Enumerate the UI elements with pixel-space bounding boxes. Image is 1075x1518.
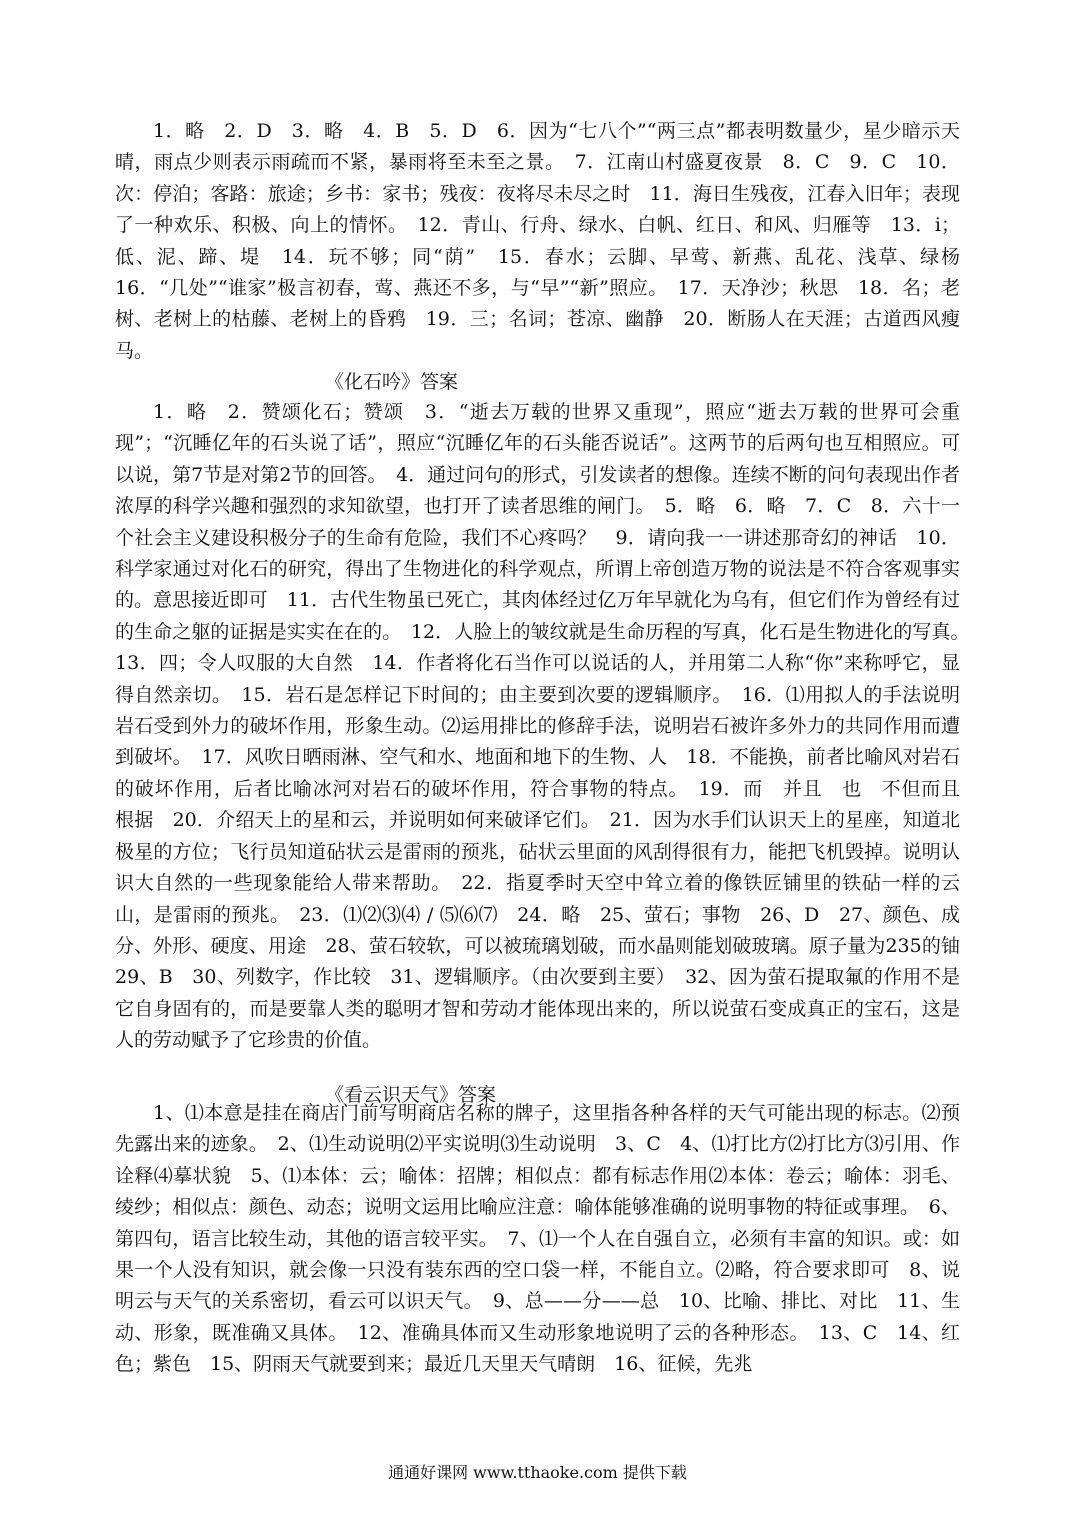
section-heading-fossil-poem: 《化石吟》答案 [325, 371, 459, 393]
answer-paragraph: 1．略 2．D 3．略 4．B 5．D 6．因为“七八个”“两三点”都表明数量少，星少暗示天晴，雨点少则表示雨疏而不紧，暴雨将至未至之景。 7．江南山村盛夏夜景 8．C 9．C 10．次：停泊；客路：旅途；乡书：家书；残夜：夜将尽未尽之时 11．海日生残夜，江春入旧年；表现了一种欢乐、积极、向上的情怀。 12．青山、行舟、绿水、白帆、红日、和风、归雁等 13．i；低、泥、蹄、堤 14．玩不够；同“荫” 15．春水；云脚、早莺、新燕、乱花、浅草、绿杨 16．“几处”“谁家”极言初春，莺、燕还不多，与“早”“新”照应。 17．天净沙；秋思 18．名；老树、老树上的枯藤、老树上的昏鸦 19．三；名词；苍凉、幽静 20．断肠人在天涯；古道西风瘦马。 [115, 120, 980, 362]
answer-section-poems [115, 116, 980, 367]
answer-paragraph: 1、⑴本意是挂在商店门前写明商店名称的牌子，这里指各种各样的天气可能出现的标志。⑵预先露出来的迹象。 2、⑴生动说明⑵平实说明⑶生动说明 3、C 4、⑴打比方⑵打比方⑶引用、作诠释⑷摹状貌 5、⑴本体：云；喻体：招牌；相似点：都有标志作用⑵本体：卷云；喻体：羽毛、绫纱；相似点：颜色、动态；说明文运用比喻应注意：喻体能够准确的说明事物的特征或事理。 6、第四句，语言比较生动，其他的语言较平实。 7、⑴一个人在自强自立，必须有丰富的知识。或：如果一个人没有知识，就会像一只没有装东西的空口袋一样，不能自立。⑵略，符合要求即可 8、说明云与天气的关系密切，看云可以识天气。 9、总——分——总 10、比喻、排比、对比 11、生动、形象，既准确又具体。 12、准确具体而又生动形象地说明了云的各种形态。 13、C 14、红色；紫色 15、阴雨天气就要到来；最近几天里天气晴朗 16、征候，先兆 [115, 1102, 960, 1376]
answer-paragraph: 1．略 2．赞颂化石；赞颂 3．“逝去万载的世界又重现”，照应“逝去万载的世界可会重现”；“沉睡亿年的石头说了话”，照应“沉睡亿年的石头能否说话”。这两节的后两句也互相照应。可以说，第7节是对第2节的回答。 4．通过问句的形式，引发读者的想像。连续不断的问句表现出作者浓厚的科学兴趣和强烈的求知欲望，也打开了读者思维的闸门。 5．略 6．略 7．C 8．六十一个社会主义建设积极分子的生命有危险，我们不心疼吗？ 9．请向我一一讲述那奇幻的神话 10．科学家通过对化石的研究，得出了生物进化的科学观点，所谓上帝创造万物的说法是不符合客观事实的。意思接近即可 11．古代生物虽已死亡，其肉体经过亿万年早就化为乌有，但它们作为曾经有过的生命之躯的证据是实实在在的。 12．人脸上的皱纹就是生命历程的写真，化石是生物进化的写真。 13．四；令人叹服的大自然 14．作者将化石当作可以说话的人，并用第二人称“你”来称呼它，显得自然亲切。 15．岩石是怎样记下时间的；由主要到次要的逻辑顺序。 16．⑴用拟人的手法说明岩石受到外力的破坏作用，形象生动。⑵运用排比的修辞手法，说明岩石被许多外力的共同作用而遭到破坏。 17．风吹日晒雨淋、空气和水、地面和地下的生物、人 18．不能换，前者比喻风对岩石的破坏作用，后者比喻冰河对岩石的破坏作用，符合事物的特点。 19．而 并且 也 不但而且 根据 20．介绍天上的星和云，并说明如何来破译它们。 21．因为水手们认识天上的星座，知道北极星的方位；飞行员知道砧状云是雷雨的预兆，砧状云里面的风刮得很有力，能把飞机毁掉。说明认识大自然的一些现象能给人带来帮助。 22．指夏季时天空中耸立着的像铁匠铺里的铁砧一样的云山，是雷雨的预兆。 23．⑴⑵⑶⑷ / ⑸⑹⑺ 24．略 25、萤石；事物 26、D 27、颜色、成分、外形、硬度、用途 28、萤石较软，可以被琉璃划破，而水晶则能划破玻璃。原子量为235的铀 29、B 30、列数字，作比较 31、逻辑顺序。（由次要到主要） 32、因为萤石提取氟的作用不是它自身固有的，而是要靠人类的聪明才智和劳动才能体现出来的，所以说萤石变成真正的宝石，这是人的劳动赋予了它珍贵的价值。 [115, 401, 980, 1052]
answer-section-cloud-weather [115, 1098, 960, 1381]
answer-section-fossil-poem [115, 397, 980, 1057]
page-footer: 通通好课网 www.tthaoke.com 提供下载 [388, 1463, 687, 1482]
section-heading-cloud-weather: 《看云识天气》答案 [325, 1084, 497, 1106]
